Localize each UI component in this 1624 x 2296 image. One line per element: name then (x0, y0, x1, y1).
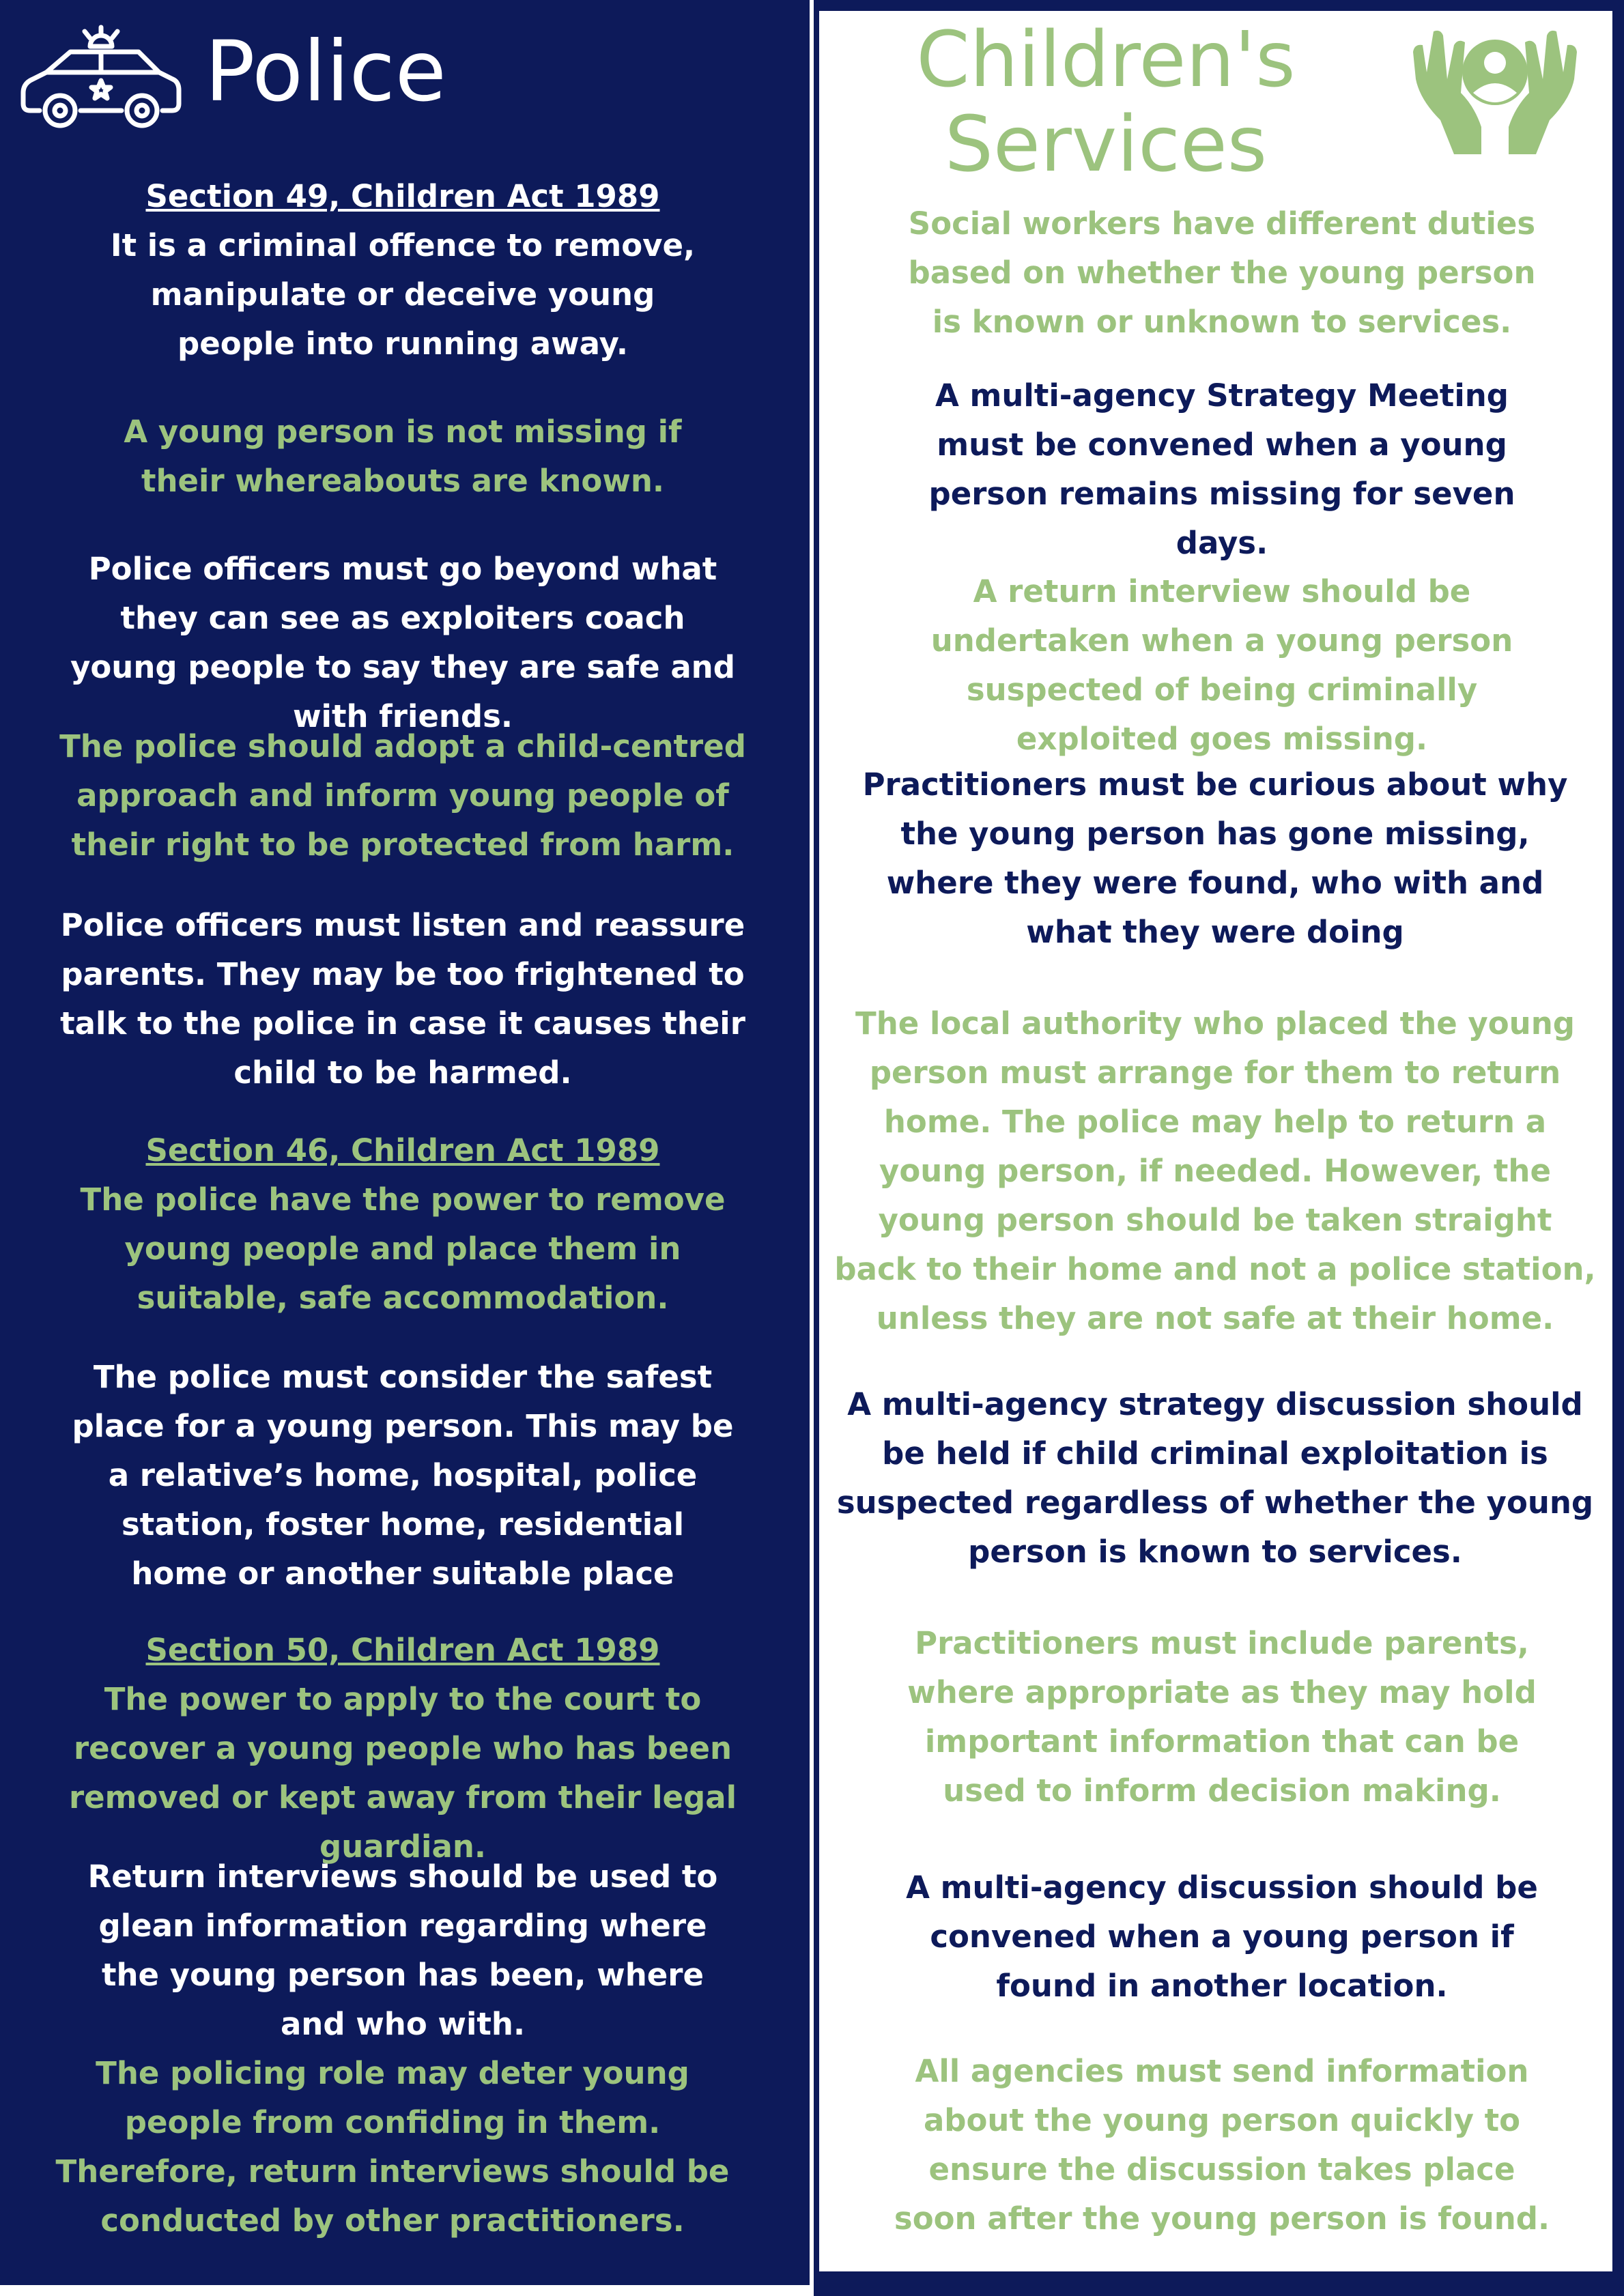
childrens-services-column (819, 11, 1612, 2271)
police-text: It is a criminal offence to remove, manipulate or deceive young people into running away. (110, 227, 696, 362)
cs-block-4 (840, 760, 1591, 957)
police-text: The policing role may deter young people from confiding in them. Therefore, return interviews should be conducted by other practitioners. (55, 2055, 730, 2239)
police-text: Return interviews should be used to glean information regarding where the young person has been, where and who with. (87, 1859, 718, 2042)
police-car-icon (19, 25, 183, 134)
cs-text: The local authority who placed the young person must arrange for them to return home. The police may help to return a young person, if needed. However, the young person should be taken straight back to their home and not a police station, unless they are not safe at their home. (834, 1005, 1596, 1336)
cs-block-5 (833, 999, 1597, 1343)
police-text: The police must consider the safest place for a young person. This may be a relative’s home, hospital, police station, foster home, residential home or another suitable place (72, 1359, 734, 1592)
police-block-3 (68, 545, 737, 741)
police-text: Police officers must go beyond what they can see as exploiters coach young people to say they are safe and with friends. (70, 551, 735, 734)
title-line: Children's (916, 16, 1296, 104)
police-block-10 (55, 2049, 730, 2245)
section-heading: Section 46, Children Act 1989 (145, 1132, 660, 1168)
cs-text: All agencies must send information about the young person quickly to ensure the discussion takes place soon after the young person is found. (894, 2053, 1550, 2237)
cs-text: A multi-agency Strategy Meeting must be convened when a young person remains missing for seven days. (928, 377, 1515, 561)
cs-text: Practitioners must be curious about why the young person has gone missing, where they were found, who with and what they were doing (862, 766, 1568, 950)
section-heading: Section 49, Children Act 1989 (145, 178, 660, 214)
police-block-5 (55, 901, 751, 1097)
cs-block-9 (860, 2047, 1584, 2243)
cs-block-8 (860, 1863, 1584, 2011)
childrens-services-title (867, 18, 1345, 187)
police-text: A young person is not missing if their whereabouts are known. (124, 414, 682, 499)
police-block-4 (55, 722, 751, 870)
police-block-7 (68, 1353, 737, 1598)
cs-block-7 (860, 1619, 1584, 1816)
cs-text: A multi-agency discussion should be convened when a young person if found in another location. (906, 1869, 1538, 2004)
police-block-2 (109, 407, 696, 506)
police-block-8 (41, 1626, 765, 1871)
cs-text: Practitioners must include parents, where appropriate as they may hold important information that can be used to inform decision making. (907, 1625, 1537, 1809)
police-text: The power to apply to the court to recover a young people who has been removed or kept away from their legal guardian. (68, 1681, 737, 1865)
police-title: Police (205, 23, 446, 120)
police-text: The police have the power to remove young people and place them in suitable, safe accommodation. (80, 1181, 726, 1316)
police-column (0, 0, 810, 2285)
cs-block-1 (860, 199, 1584, 347)
police-text: Police officers must listen and reassure parents. They may be too frightened to talk to the police in case it causes their child to be harmed. (60, 907, 745, 1091)
cs-text: A return interview should be undertaken when a young person suspected of being criminally exploited goes missing. (930, 573, 1513, 757)
cs-block-6 (833, 1380, 1597, 1577)
hands-holding-person-icon (1406, 25, 1584, 161)
cs-block-3 (860, 567, 1584, 764)
police-text: The police should adopt a child-centred approach and inform young people of their right to be protected from harm. (59, 728, 746, 863)
cs-block-2 (860, 371, 1584, 568)
cs-text: A multi-agency strategy discussion should be held if child criminal exploitation is suspected regardless of whether the young person is known to services. (836, 1386, 1594, 1570)
police-block-9 (68, 1852, 737, 2049)
police-block-1 (27, 172, 778, 369)
section-heading: Section 50, Children Act 1989 (145, 1632, 660, 1668)
title-line: Services (944, 100, 1268, 189)
police-block-6 (55, 1126, 751, 1323)
cs-text: Social workers have different duties based on whether the young person is known or unknown to services. (908, 205, 1536, 340)
